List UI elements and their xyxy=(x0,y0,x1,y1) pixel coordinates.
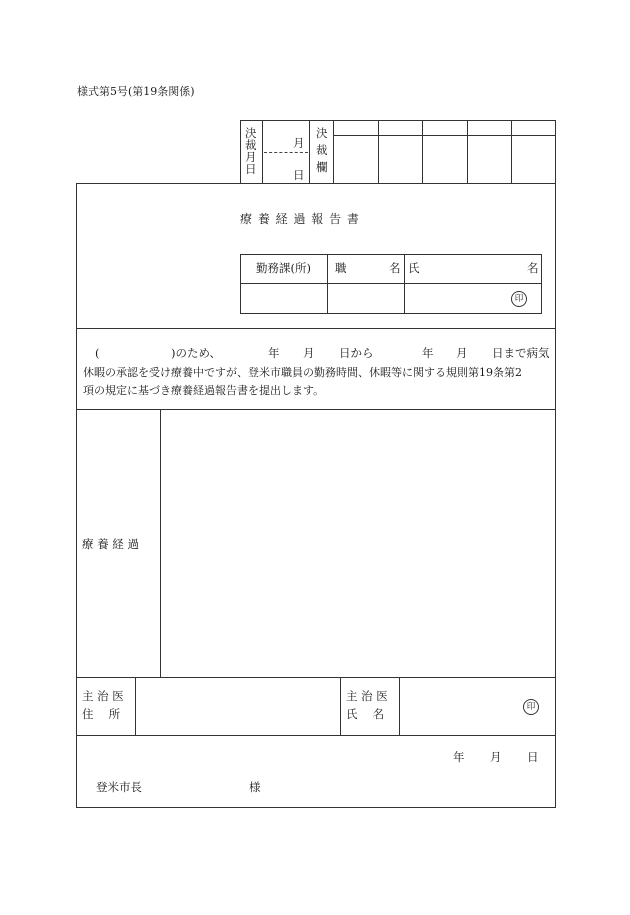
statement-to-year: 年 xyxy=(422,346,434,360)
approval-column-label-3: 欄 xyxy=(316,160,328,174)
approval-day: 日 xyxy=(293,168,305,182)
statement-from-day: 日から xyxy=(339,346,374,360)
job-header-a: 職 xyxy=(335,261,347,275)
statement-reason-suffix: )のため、 xyxy=(171,346,222,360)
job-field[interactable] xyxy=(328,284,404,313)
doctor-name-field[interactable] xyxy=(401,679,519,734)
name-field[interactable] xyxy=(405,284,509,313)
mayor-label: 登米市長 xyxy=(96,780,142,794)
doctor-address-label-a: 主 治 医 xyxy=(82,689,124,703)
dept-field[interactable] xyxy=(241,284,327,313)
doctor-seal-icon xyxy=(523,699,539,715)
doctor-seal-text: 印 xyxy=(526,702,536,712)
approval-date-label-4: 日 xyxy=(245,162,257,176)
doctor-name-label-b: 氏 名 xyxy=(346,707,385,721)
name-header-b: 名 xyxy=(527,261,539,275)
job-header-b: 名 xyxy=(389,261,401,275)
footer-year: 年 xyxy=(453,750,465,764)
approval-date-label-1: 決 xyxy=(245,126,257,140)
statement-from-month: 月 xyxy=(303,346,315,360)
approval-month: 月 xyxy=(293,136,305,150)
footer-day: 日 xyxy=(527,750,539,764)
seal-icon xyxy=(511,291,527,307)
statement-to-day: 日まで病気 xyxy=(492,346,550,360)
document-title: 療 養 経 過 報 告 書 xyxy=(240,212,360,226)
dept-header: 勤務課(所) xyxy=(256,261,311,275)
seal-text: 印 xyxy=(514,294,524,304)
progress-label: 療 養 経 過 xyxy=(82,537,139,551)
form-code: 様式第5号(第19条関係) xyxy=(77,85,195,98)
name-header-a: 氏 xyxy=(408,261,420,275)
doctor-name-label-a: 主 治 医 xyxy=(346,689,388,703)
approval-column-label-2: 裁 xyxy=(316,143,328,157)
doctor-address-field[interactable] xyxy=(137,679,339,734)
statement-line-3: 項の規定に基づき療養経過報告書を提出します。 xyxy=(83,384,325,397)
footer-month: 月 xyxy=(490,750,502,764)
statement-to-month: 月 xyxy=(456,346,468,360)
approval-date-label-2: 裁 xyxy=(245,138,257,152)
statement-from-year: 年 xyxy=(268,346,280,360)
progress-field[interactable] xyxy=(162,411,554,676)
approval-date-label-3: 月 xyxy=(245,150,257,164)
approval-column-label-1: 決 xyxy=(316,126,328,140)
statement-line-2: 休暇の承認を受け療養中ですが、登米市職員の勤務時間、休暇等に関する規則第19条第2 xyxy=(83,366,522,379)
statement-paren-open: ( xyxy=(95,346,100,360)
doctor-address-label-b: 住 所 xyxy=(82,707,121,721)
honorific: 様 xyxy=(249,780,261,794)
